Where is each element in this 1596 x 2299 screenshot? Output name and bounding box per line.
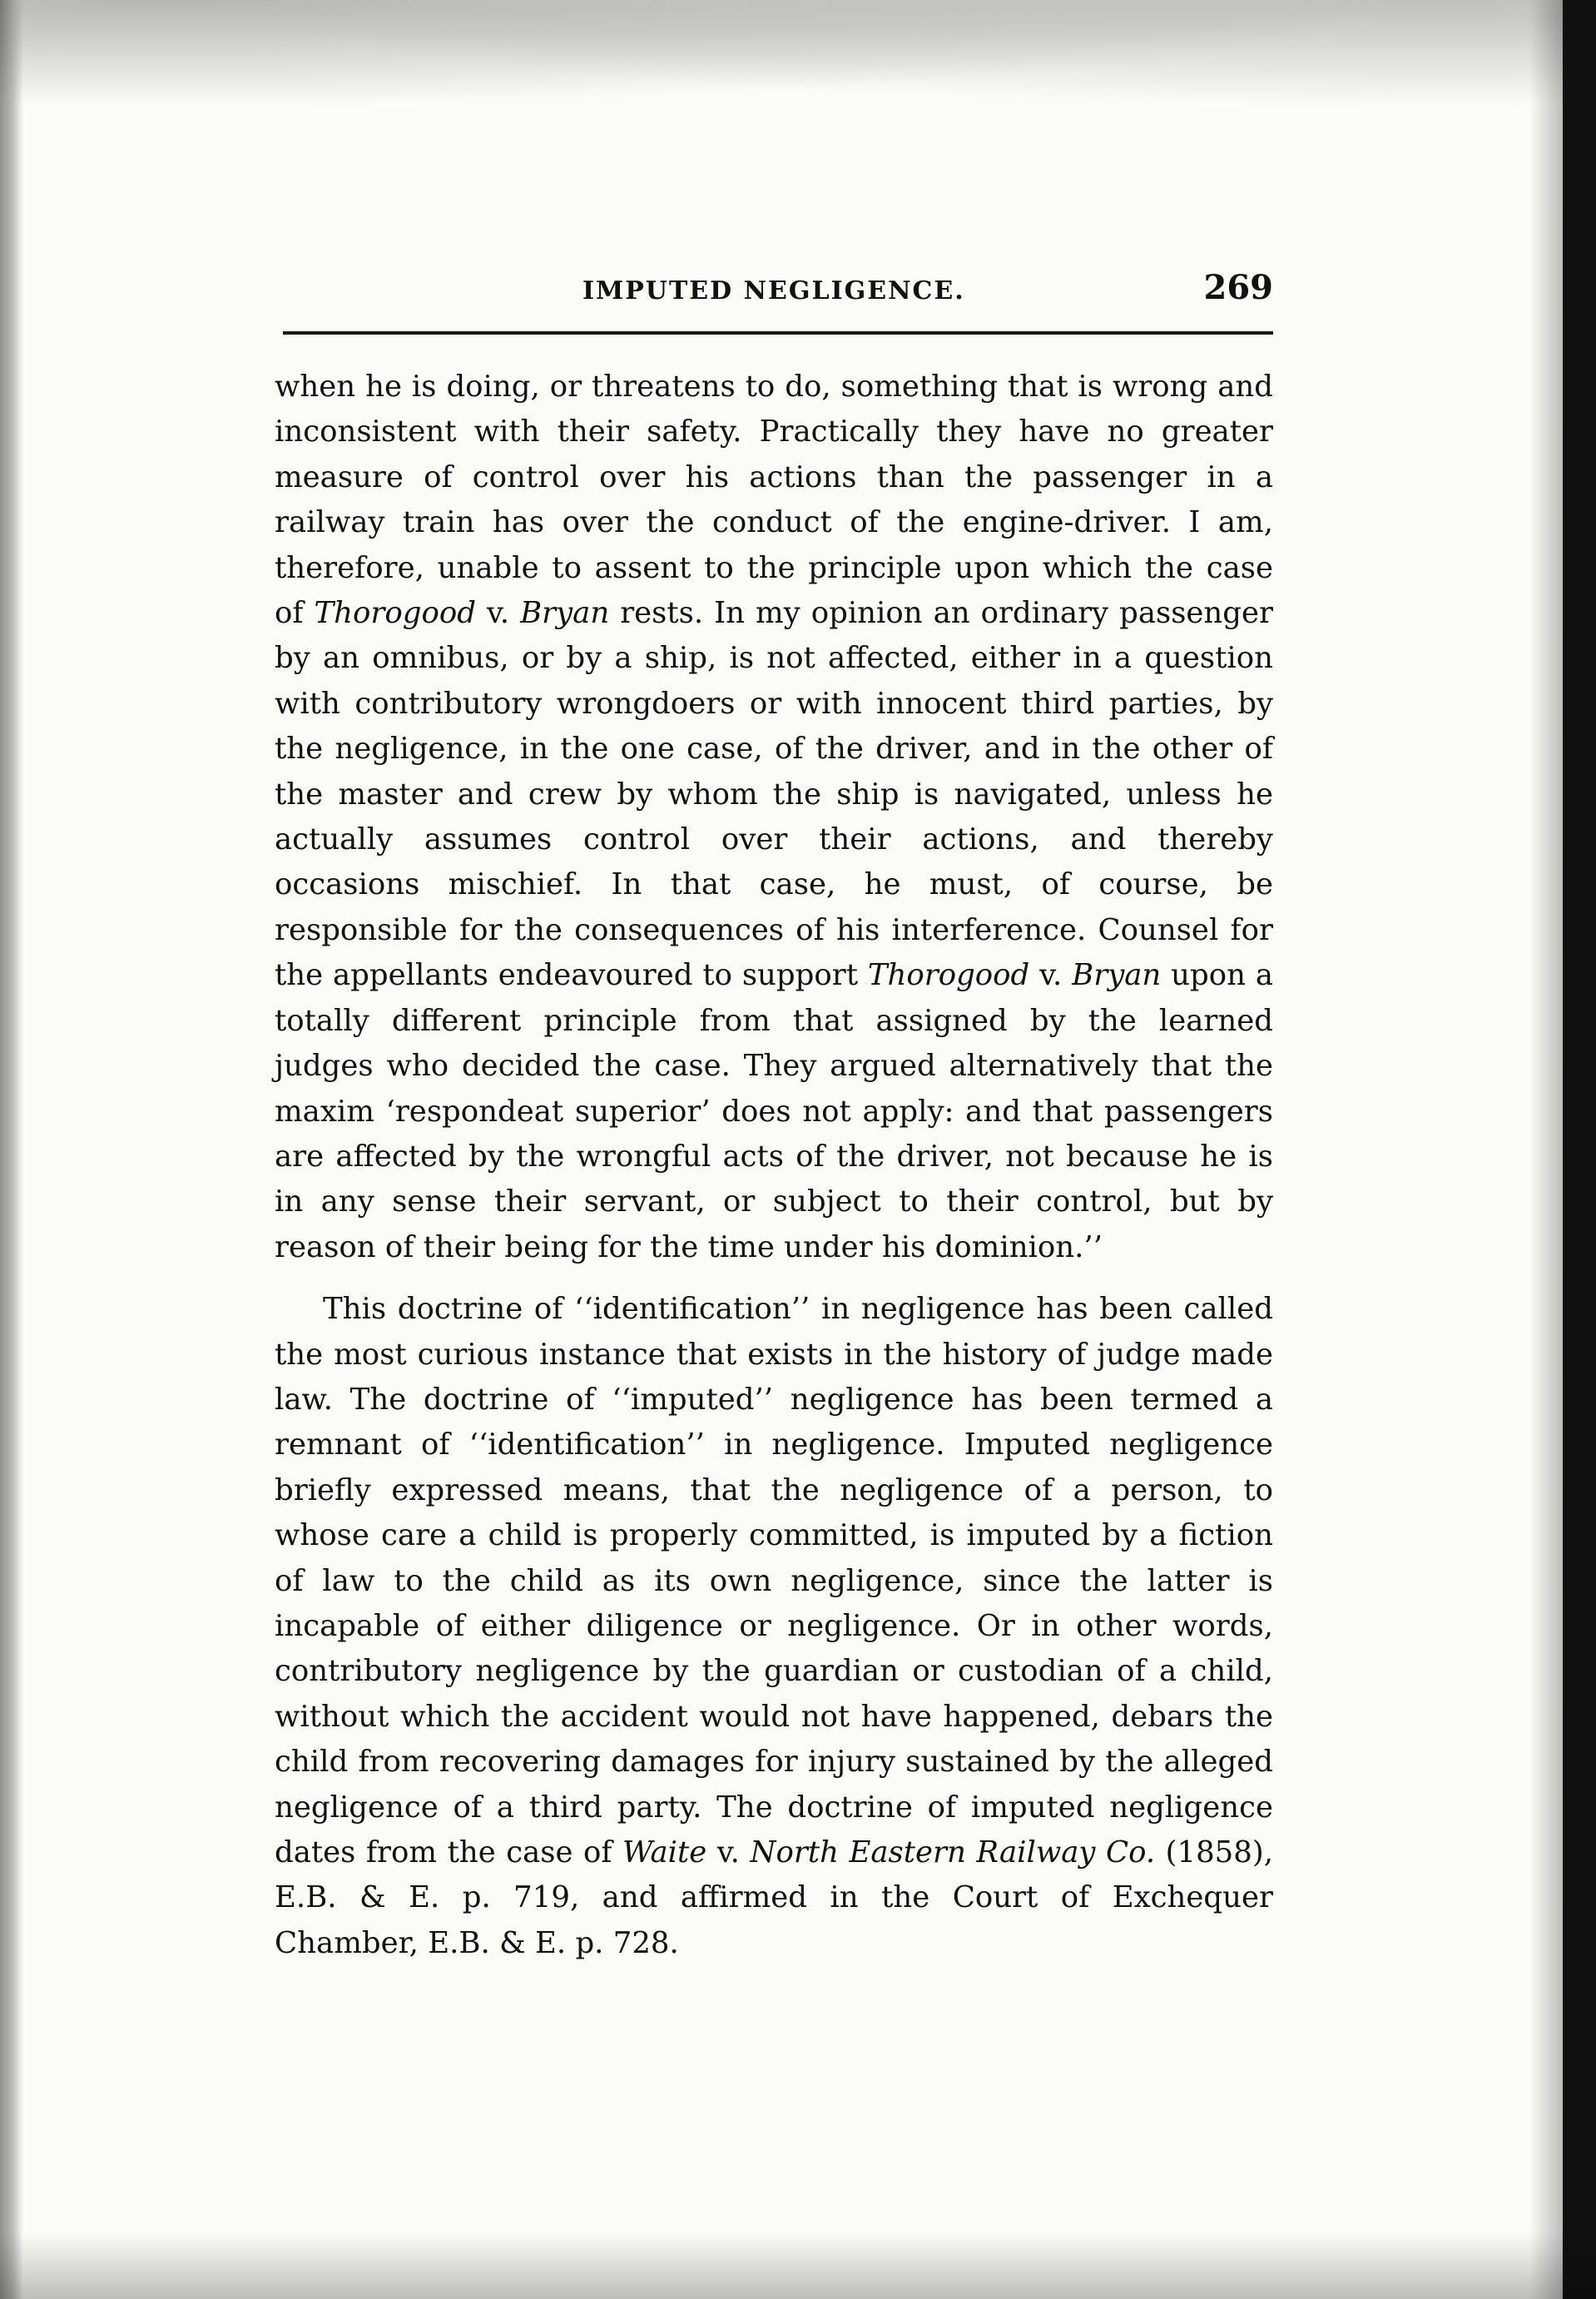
scan-shadow-top bbox=[0, 0, 1596, 125]
header-rule bbox=[283, 331, 1273, 335]
paragraph-1-text-1: when he is doing, or threatens to do, something that is wrong and inconsistent with their safety. Practically they have no greater measure of control over his actions than the passenger in a railway train has over the conduct of the engine-driver. I am, therefore, unable to assent to the principle upon which the case of bbox=[275, 370, 1273, 631]
scan-shadow-left bbox=[0, 0, 23, 2299]
versus: v. bbox=[475, 596, 521, 631]
paragraph-1 bbox=[275, 365, 1273, 1270]
versus: v. bbox=[1029, 958, 1073, 993]
case-name-waite: Waite bbox=[622, 1835, 707, 1869]
running-head bbox=[283, 265, 1273, 315]
case-name-thorogood: Thorogood bbox=[867, 958, 1030, 993]
case-name-bryan: Bryan bbox=[1072, 958, 1162, 993]
paragraph-2 bbox=[275, 1287, 1273, 1966]
versus: v. bbox=[706, 1835, 751, 1869]
scan-shadow-bottom bbox=[0, 2232, 1596, 2299]
page-number: 269 bbox=[1203, 268, 1273, 307]
case-name-bryan: Bryan bbox=[520, 596, 610, 631]
scan-edge-right bbox=[1563, 0, 1596, 2299]
paragraph-1-text-2: rests. In my opinion an ordinary passenger by an omnibus, or by a ship, is not affected, either in a question with contributory wrongdoers or with innocent third parties, by the negligence, in the one case, of the driver, and in the other of the master and crew by whom the ship is navigated, unless he actually assumes control over their actions, and thereby occasions mischief. In that case, he must, of course, be responsible for the consequences of his interference. Counsel for the appellants endeavoured to support bbox=[275, 596, 1274, 993]
paragraph-2-text-2: (1858), E.B. & E. p. 719, and affirmed in the Court of Exchequer Chamber, E.B. & E. p. 728. bbox=[275, 1835, 1273, 1960]
body-text bbox=[275, 365, 1273, 1966]
case-name-north-eastern-railway: North Eastern Railway Co. bbox=[750, 1835, 1156, 1869]
paragraph-1-text-3: upon a totally different principle from that assigned by the learned judges who decided the case. They argued alternatively that the maxim ‘respondeat superior’ does not apply: and that passengers are affected by the wrongful acts of the driver, not because he is in any sense their servant, or subject to their control, but by reason of their being for the time under his dominion.’’ bbox=[275, 958, 1274, 1264]
running-title: IMPUTED NEGLIGENCE. bbox=[582, 276, 965, 305]
case-name-thorogood: Thorogood bbox=[314, 596, 476, 631]
paragraph-2-text-1: This doctrine of ‘‘identification’’ in negligence has been called the most curious instance that exists in the history of judge made law. The doctrine of ‘‘imputed’’ negligence has been termed a remnant of ‘‘identification’’ in negligence. Imputed negligence briefly expressed means, that the negligence of a person, to whose care a child is properly committed, is imputed by a fiction of law to the child as its own negligence, since the latter is incapable of either diligence or negligence. Or in other words, contributory negligence by the guardian or custodian of a child, without which the accident would not have happened, debars the child from recovering damages for injury sustained by the alleged negligence of a third party. The doctrine of imputed negligence dates from the case of bbox=[275, 1292, 1273, 1869]
scan-shadow-right-fade bbox=[1529, 0, 1563, 2299]
